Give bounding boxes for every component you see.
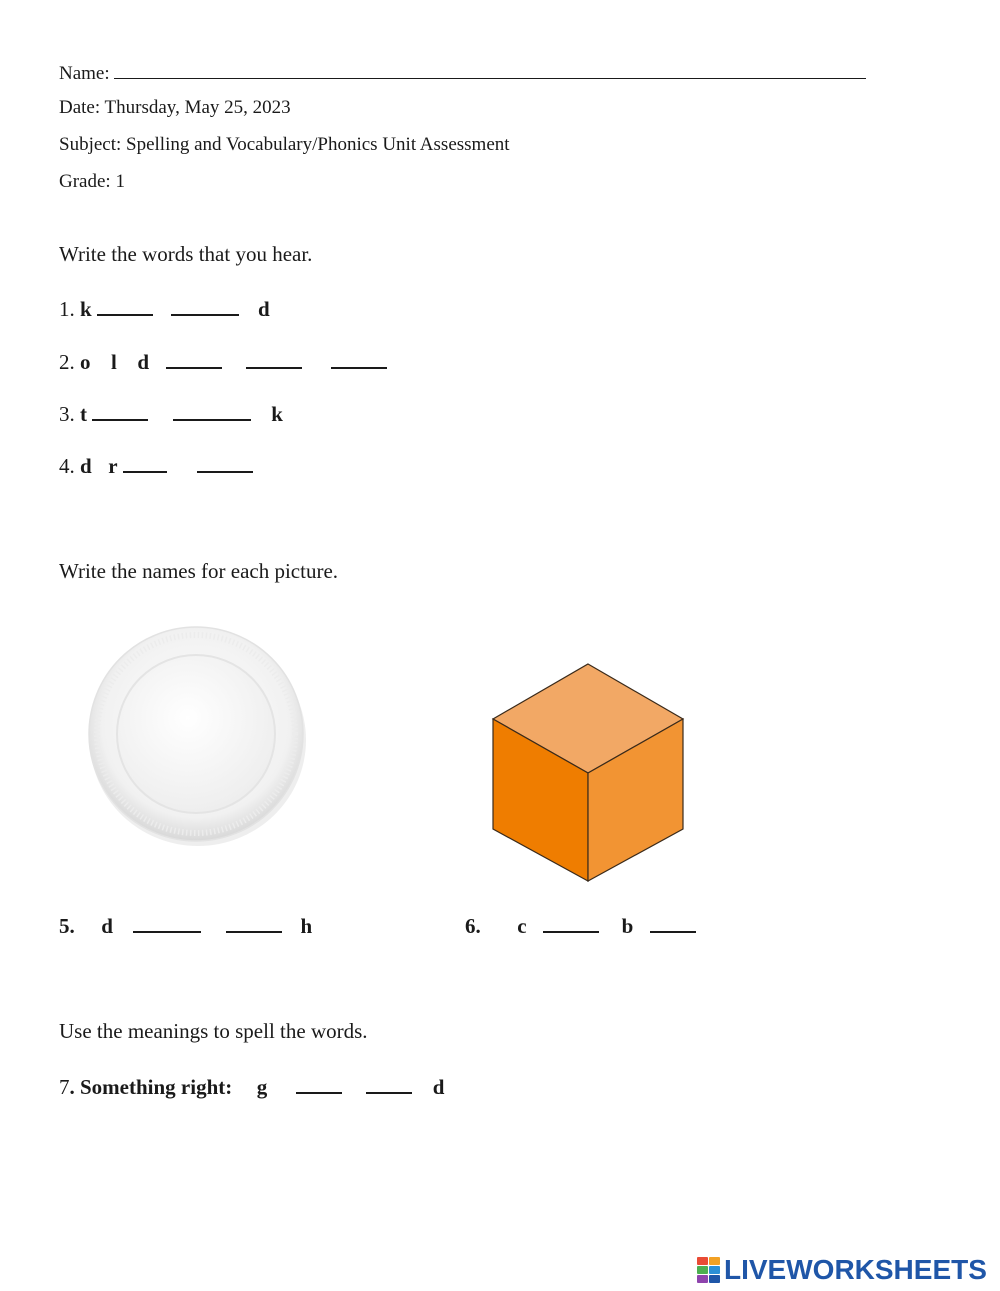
name-label: Name: [59,63,110,84]
q4-letter-a: d [80,454,92,478]
q2-blank-2[interactable] [246,351,302,369]
q5-blank-1[interactable] [133,915,201,933]
plate-image [80,618,312,850]
subject-line: Subject: Spelling and Vocabulary/Phonics Unit Assessment [59,134,510,155]
q4-letter-b: r [108,454,118,478]
q3-letter-b: k [271,402,283,426]
q3-blank-1[interactable] [92,403,148,421]
section1-instruction: Write the words that you hear. [59,242,313,266]
q1-letter-a: k [80,297,92,321]
q1-letter-b: d [257,297,270,321]
q1-blank-1[interactable] [97,298,153,316]
cube-image [490,662,686,884]
q3-letter-a: t [80,402,87,426]
q7-blank-1[interactable] [296,1076,342,1094]
q7-letter-a: g [256,1075,268,1099]
q2-letter-a: o [80,350,91,374]
q3-blank-2[interactable] [173,403,251,421]
q6-blank-1[interactable] [543,915,599,933]
question-1 [59,297,270,322]
question-4 [59,454,253,479]
question-3 [59,402,283,427]
q2-number: 2. [59,350,75,374]
q5-letter-b: h [300,914,313,938]
logo-blocks-icon [697,1257,720,1283]
q2-letter-c: d [137,350,150,374]
q3-number: 3. [59,402,75,426]
q4-number: 4. [59,454,75,478]
question-6 [465,914,696,939]
q7-label: . Something right: [69,1075,233,1099]
question-2 [59,350,387,375]
q2-blank-3[interactable] [331,351,387,369]
q4-blank-1[interactable] [123,455,167,473]
q5-number: 5. [59,914,75,938]
q7-letter-b: d [432,1075,445,1099]
q5-blank-2[interactable] [226,915,282,933]
question-7 [59,1075,444,1100]
q2-letter-b: l [111,350,117,374]
q6-number: 6. [465,914,481,938]
q7-blank-2[interactable] [366,1076,412,1094]
q7-number: 7 [59,1075,70,1099]
q1-blank-2[interactable] [171,298,239,316]
grade-line: Grade: 1 [59,171,125,192]
q6-letter-a: c [517,914,527,938]
name-line [59,60,866,85]
question-5 [59,914,312,939]
logo-text: LIVEWORKSHEETS [724,1254,987,1285]
q2-blank-1[interactable] [166,351,222,369]
q6-blank-2[interactable] [650,915,696,933]
name-input-line[interactable] [114,60,866,79]
q1-number: 1. [59,297,75,321]
q6-letter-b: b [621,914,634,938]
section2-instruction: Write the names for each picture. [59,559,339,583]
q5-letter-a: d [101,914,113,938]
section3-instruction: Use the meanings to spell the words. [59,1019,368,1043]
liveworksheets-logo [697,1255,987,1285]
date-line: Date: Thursday, May 25, 2023 [59,97,291,118]
q4-blank-2[interactable] [197,455,253,473]
